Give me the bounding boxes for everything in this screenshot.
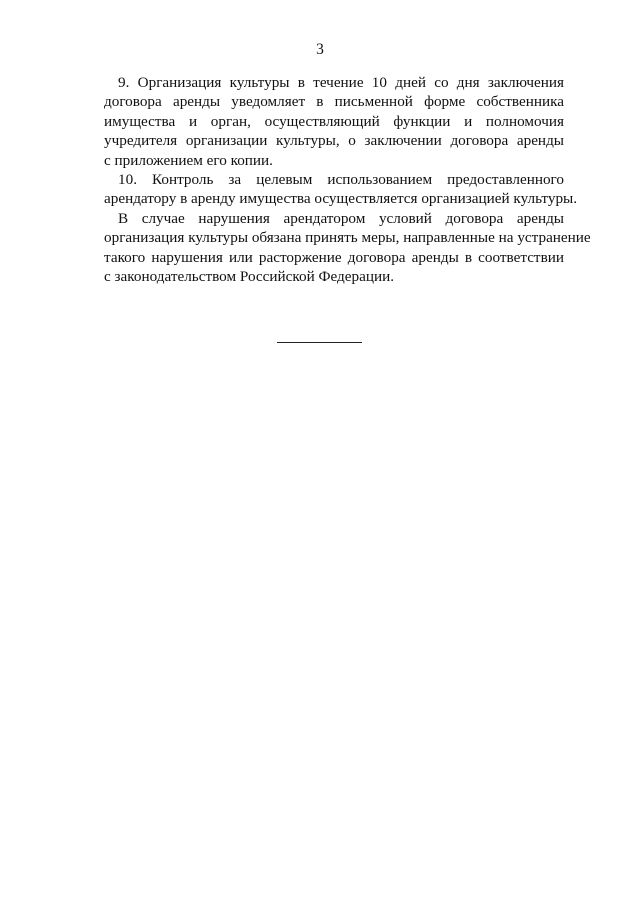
text-line: такого нарушения или расторжение договора аренды в соответствии (104, 248, 564, 266)
text-line: с приложением его копии. (104, 151, 273, 169)
text-line: имущества и орган, осуществляющий функции и полномочия (104, 112, 564, 130)
text-line: 9. Организация культуры в течение 10 дней со дня заключения (118, 74, 564, 91)
document-body (104, 73, 591, 286)
text-line: В случае нарушения арендатором условий договора аренды (118, 209, 564, 227)
text-line: с законодательством Российской Федерации. (104, 268, 395, 286)
end-of-document-rule (277, 342, 362, 343)
paragraph-violation (104, 209, 591, 287)
paragraph-9 (104, 73, 564, 170)
text-line: 10. Контроль за целевым использованием предоставленного (118, 171, 564, 189)
text-line: договора аренды уведомляет в письменной форме собственника (104, 93, 564, 111)
page-number: 3 (316, 41, 324, 58)
text-line: учредителя организации культуры, о заключении договора аренды (104, 132, 564, 150)
text-line: организация культуры обязана принять меры, направленные на устранение (104, 229, 591, 247)
paragraph-10 (104, 170, 578, 209)
text-line: арендатору в аренду имущества осуществляется организацией культуры. (104, 190, 578, 208)
